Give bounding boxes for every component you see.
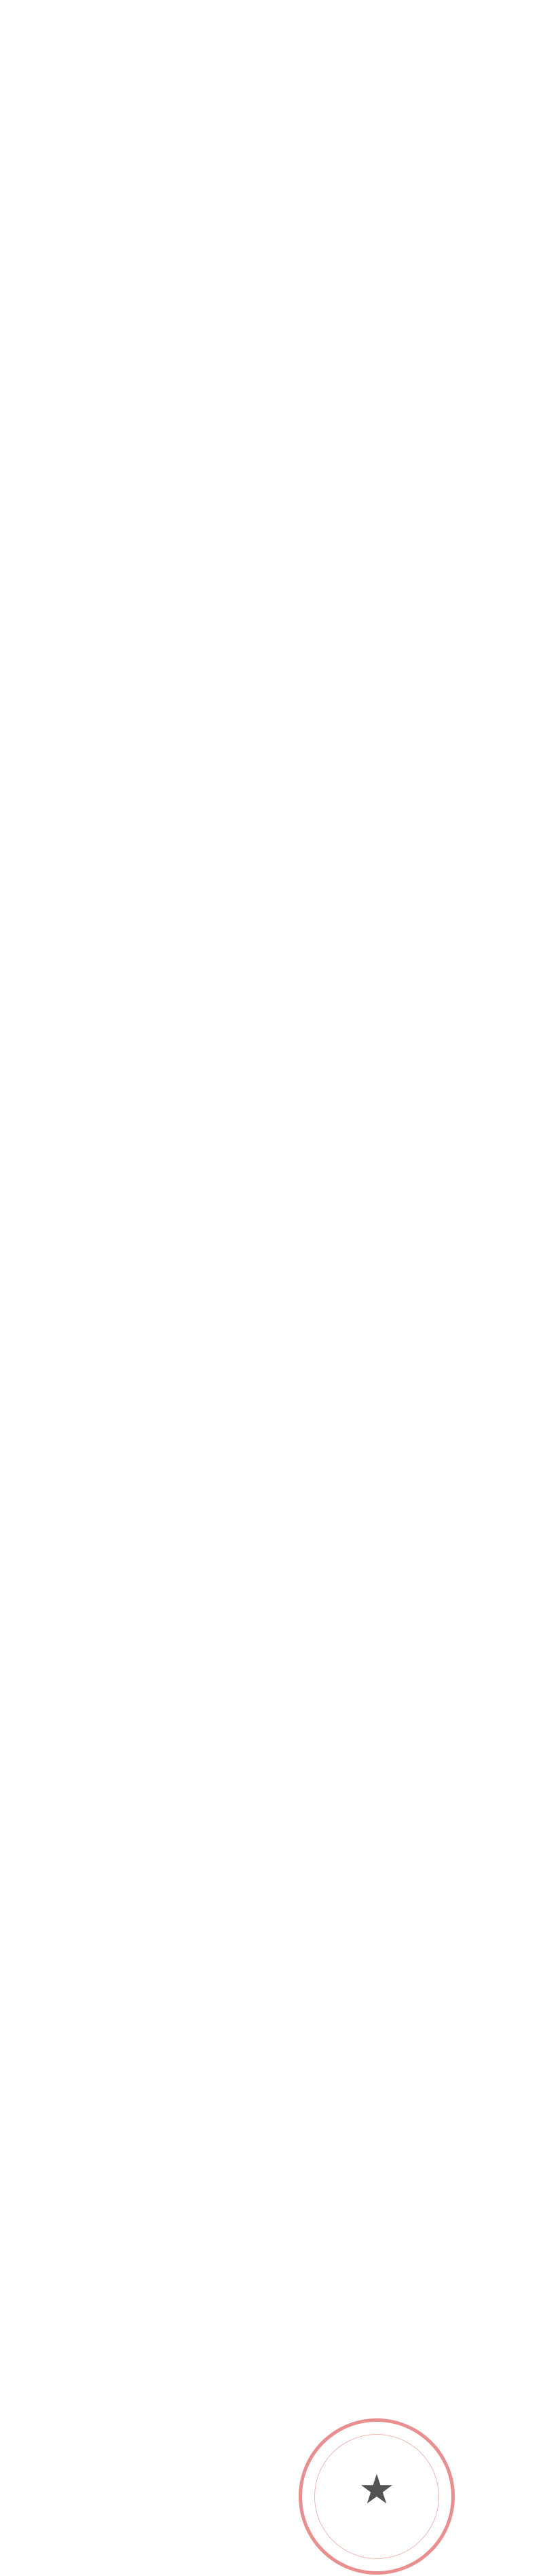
letterhead-rule-thick [0,76,543,80]
seal-star-icon: ★ [358,2466,395,2514]
official-seal [299,2418,455,2575]
letterhead-rule-thin [0,83,543,84]
